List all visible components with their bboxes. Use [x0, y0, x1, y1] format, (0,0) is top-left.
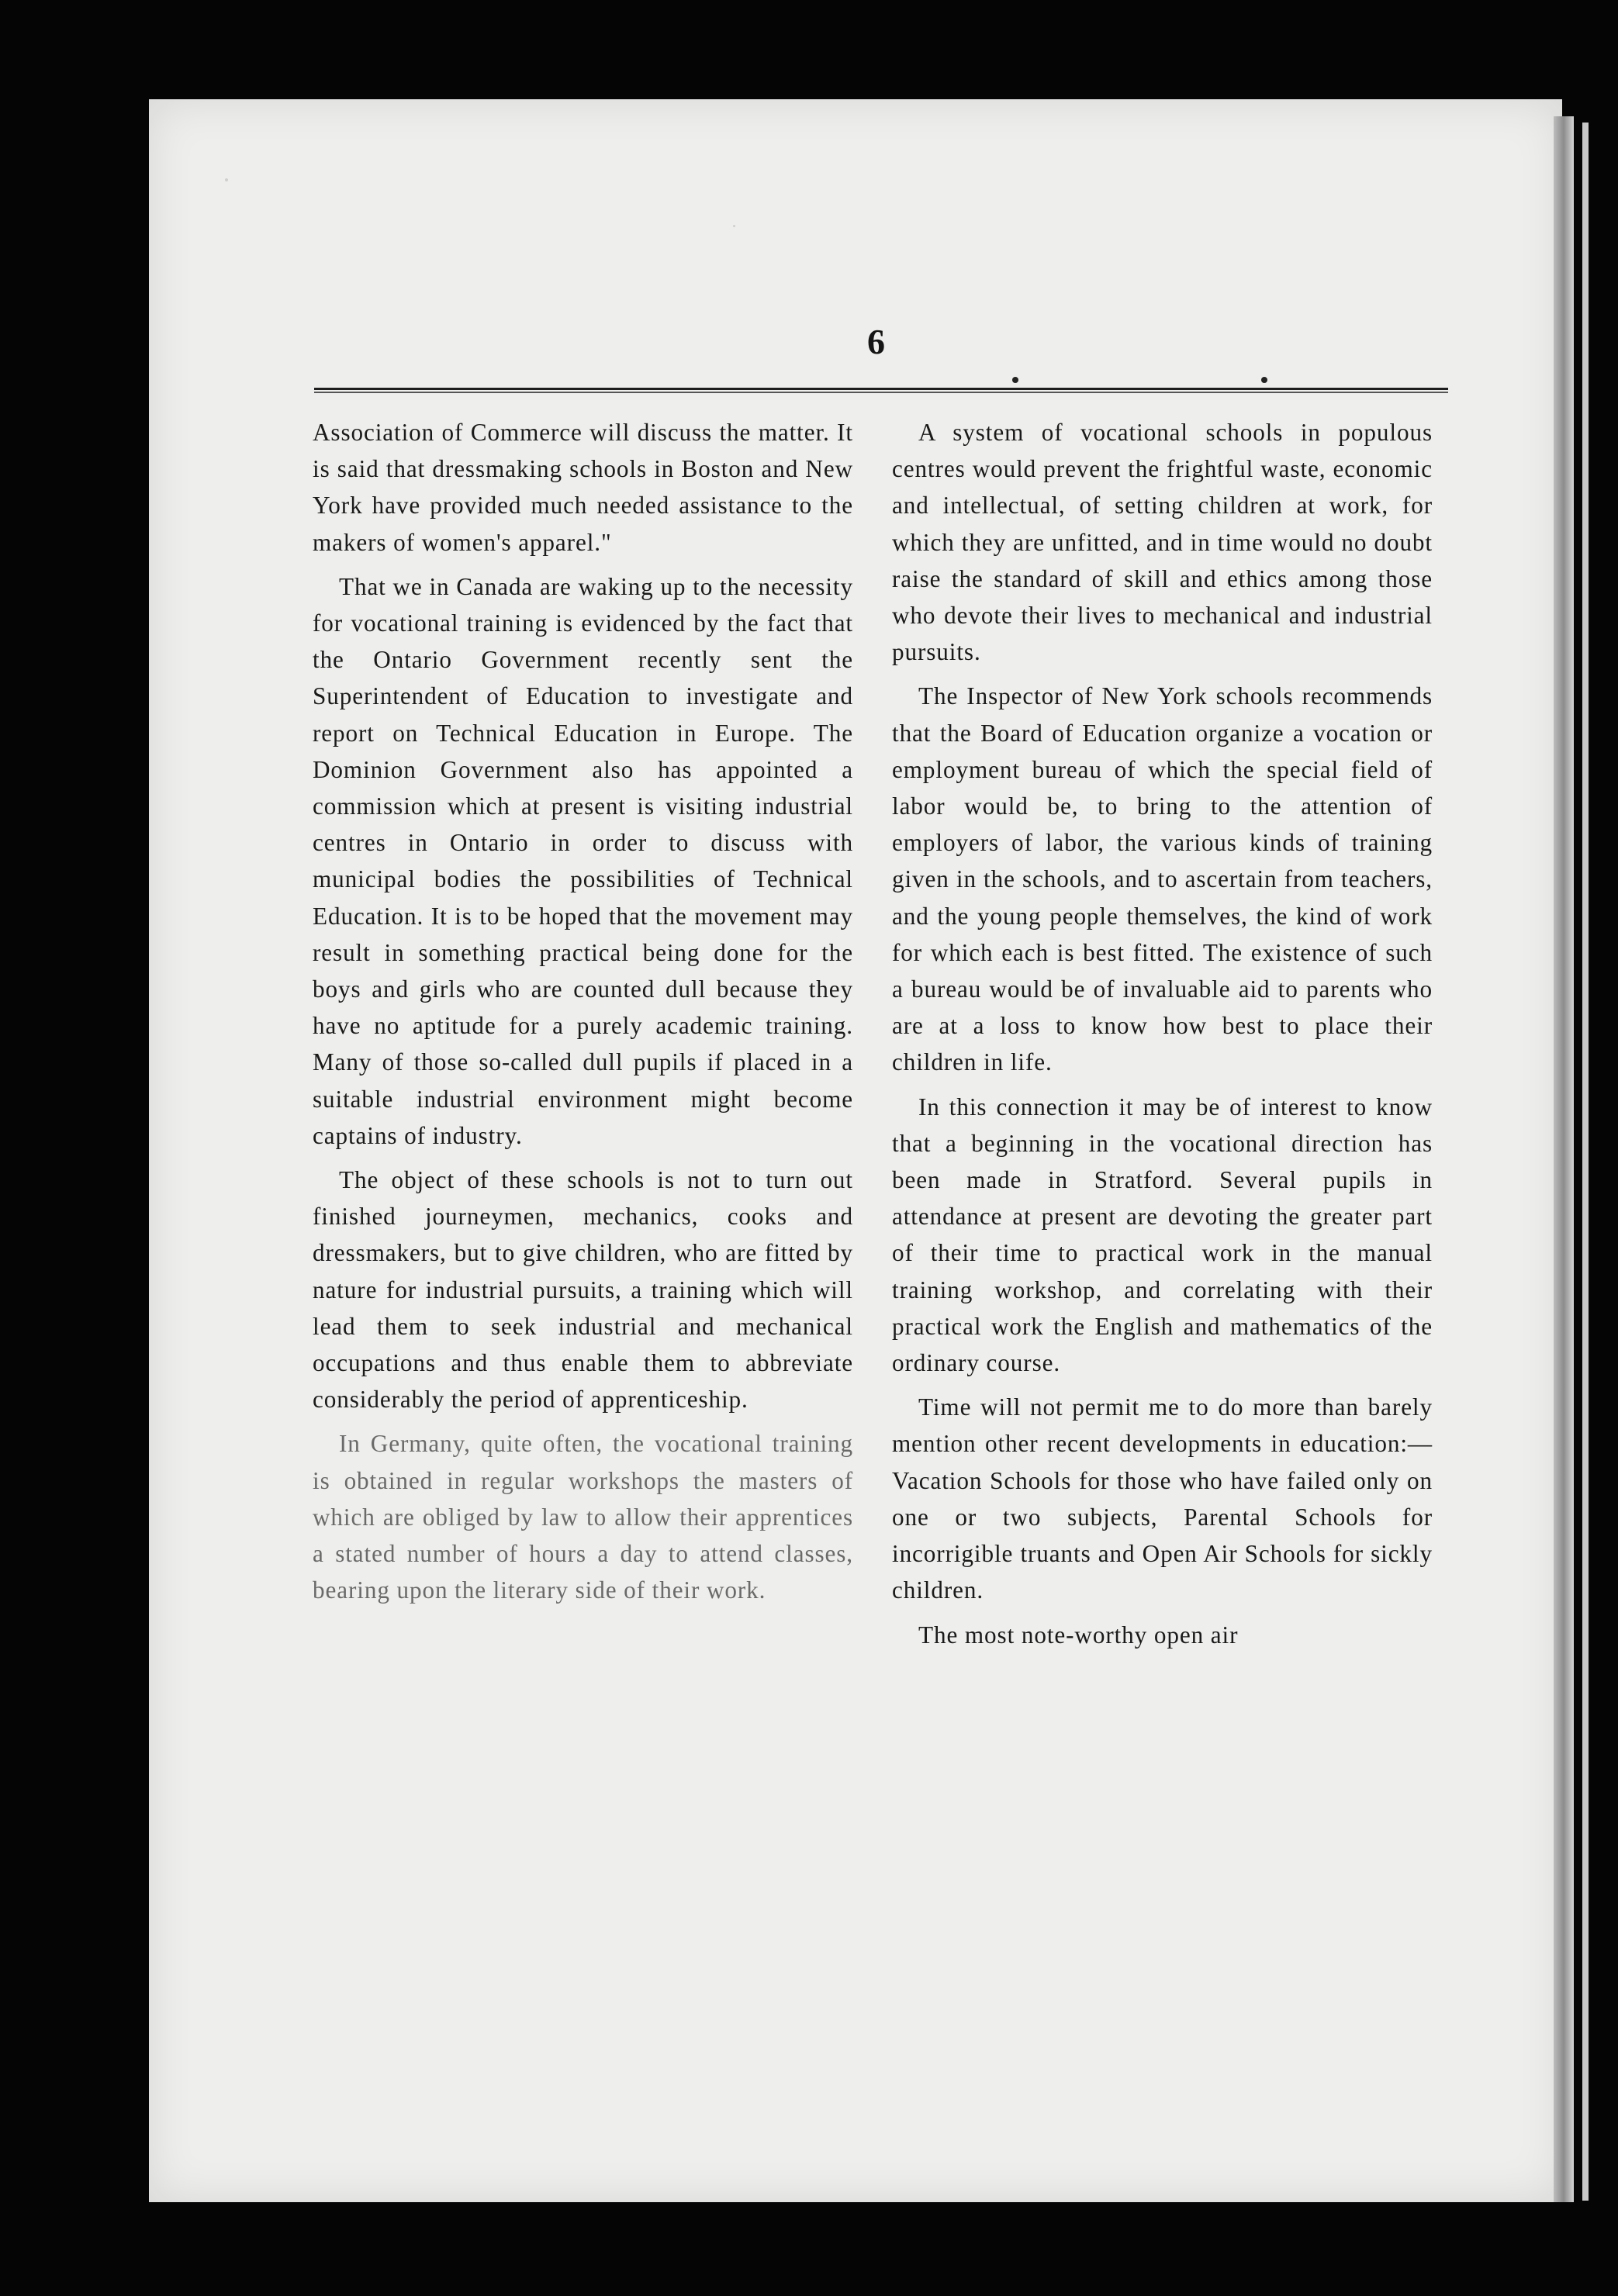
- adjacent-page-edge: [1582, 123, 1589, 2201]
- page-number: 6: [867, 322, 885, 361]
- paragraph: The Inspector of New York schools recommends that the Board of Education organize a vocation or employment bureau of which the special field of labor would be, to bring to the attention of employers of labor, the various kinds of training given in the schools, and to ascertain from teachers, and the young people themselves, the kind of work for which each is best fitted. The existence of such a bureau would be of invaluable aid to parents who are at a loss to know how best to place their children in life.: [892, 682, 1433, 1076]
- left-column: [313, 414, 853, 1617]
- paragraph: Time will not permit me to do more than barely mention other recent developments in education:—Vacation Schools for those who have failed only on one or two subjects, Parental Schools for incorrigible truants and Open Air Schools for sickly children.: [892, 1393, 1433, 1604]
- paragraph: The most note-worthy open air: [918, 1621, 1239, 1649]
- page-edge-shadow: [1554, 116, 1574, 2202]
- printer-dot: [1261, 377, 1267, 383]
- paragraph: A system of vocational schools in populous centres would prevent the frightful waste, economic and intellectual, of setting children at work, for which they are unfitted, and in time would no doubt raise the standard of skill and ethics among those who devote their lives to mechanical and industrial pursuits.: [892, 419, 1433, 666]
- paragraph: In this connection it may be of interest to know that a beginning in the vocational direction has been made in Stratford. Several pupils in attendance at present are devoting the greater part of their time to practical work in the manual training workshop, and correlating with their practical work the English and mathematics of the ordinary course.: [892, 1093, 1433, 1377]
- paragraph: In Germany, quite often, the vocational training is obtained in regular workshops the masters of which are obliged by law to allow their apprentices a stated number of hours a day to attend classes, bearing upon the literary side of their work.: [313, 1430, 853, 1604]
- paragraph: That we in Canada are waking up to the necessity for vocational training is evidenced by the fact that the Ontario Government recently sent the Superintendent of Education to investigate and report on Technical Education in Europe. The Dominion Government also has appointed a commission which at present is visiting industrial centres in Ontario in order to discuss with municipal bodies the possibilities of Technical Education. It is to be hoped that the movement may result in something practical being done for the boys and girls who are counted dull because they have no aptitude for a purely academic training. Many of those so-called dull pupils if placed in a suitable industrial environment might become captains of industry.: [313, 572, 853, 1149]
- dust-speck: [225, 178, 228, 181]
- dust-speck: [733, 225, 735, 227]
- printer-dot: [1012, 377, 1018, 383]
- right-column: [892, 414, 1433, 1661]
- paragraph: The object of these schools is not to turn out finished journeymen, mechanics, cooks and dressmakers, but to give children, who are fitted by nature for industrial pursuits, a training which will lead them to seek industrial and mechanical occupations and thus enable them to abbreviate considerably the period of apprenticeship.: [313, 1166, 853, 1414]
- paragraph: Association of Commerce will discuss the matter. It is said that dressmaking schools in Boston and New York have provided much needed assistance to the makers of women's apparel.": [313, 419, 853, 556]
- header-rule: [314, 388, 1448, 393]
